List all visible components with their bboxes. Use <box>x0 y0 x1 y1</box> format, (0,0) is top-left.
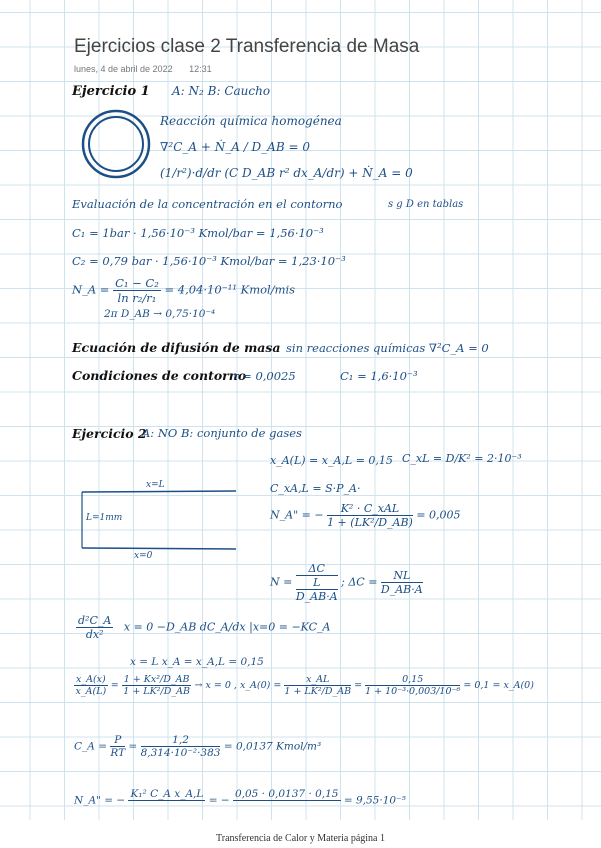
boundary-heading: Condiciones de contorno <box>72 368 247 383</box>
ex1-species: A: N₂ B: Caucho <box>172 84 271 98</box>
sketch-bottom-label: x=0 <box>134 551 153 561</box>
na2-eq: N_A" = − $\frac{\text{K² · C\_xAL}}{\text{1 + (LK²/D\_AB)}}$ = 0,005 <box>270 502 461 529</box>
sphere-sketch <box>78 106 154 182</box>
diffusion-eq-2: (1/r²)·d/dr (C D_AB r² dx_A/dr) + Ṅ_A = 0 <box>160 166 413 180</box>
na3-eq: N_A" = − K₁² C_A x_A,L = − 0,05 · 0,0137 · 0,15 = 9,55·10⁻⁵ <box>74 788 406 807</box>
c2-eq: C₂ = 0,79 bar · 1,56·10⁻³ Kmol/bar = 1,23·10⁻³ <box>72 254 346 268</box>
ca-eq: C_A = $\frac{P}{RT}$ = $\frac{1,2}{\text{8,314·10⁻²·383}}$ = 0,0137 Kmol/m³ <box>74 734 322 759</box>
diffusion-heading: Ecuación de difusión de masa <box>72 340 281 355</box>
table-note: s g D en tablas <box>388 199 464 210</box>
no-reaction-eq: sin reacciones químicas ∇²C_A = 0 <box>286 341 489 355</box>
page-date: lunes, 4 de abril de 2022 <box>74 64 173 74</box>
page-meta <box>74 64 226 74</box>
sketch-top-label: x=L <box>146 480 165 490</box>
boundary-r: r = 0,0025 <box>233 369 296 383</box>
na-eq: N_A = $\frac{\text{C₁ − C₂}}{\text{ln r₂/r₁}}$ = 4,04·10⁻¹¹ Kmol/mis <box>72 276 296 305</box>
diffusion-eq-1: ∇²C_A + Ṅ_A / D_AB = 0 <box>160 140 310 154</box>
cxl-eq: C_xL = D/K² = 2·10⁻³ <box>402 452 522 465</box>
c1-eq: C₁ = 1bar · 1,56·10⁻³ Kmol/bar = 1,56·10⁻³ <box>72 226 324 240</box>
na-eq-cont: 2π D_AB → 0,75·10⁻⁴ <box>104 308 216 320</box>
reaction-label: Reacción química homogénea <box>160 114 342 128</box>
n-eq: N = ΔC L D_AB·A ; ΔC = $\frac{NL}{D\_AB\cdot A}$ <box>270 562 423 603</box>
eval-label: Evaluación de la concentración en el contorno <box>72 197 343 211</box>
ex1-heading: Ejercicio 1 <box>72 84 150 99</box>
ode-eq: $\frac{\text{d²C\_A}}{\text{dx²}}$ x = 0 −D_AB dC_A/dx |x=0 = −KC_A <box>78 614 331 641</box>
ex2-species: A: NO B: conjunto de gases <box>142 426 302 440</box>
ex2-heading: Ejercicio 2 <box>72 426 147 441</box>
page-title: Ejercicios clase 2 Transferencia de Masa <box>74 36 420 57</box>
page-time: 12:31 <box>189 64 212 74</box>
xa-eq: x_A(L) = x_A,L = 0,15 <box>270 454 393 467</box>
boundary-c: C₁ = 1,6·10⁻³ <box>340 369 418 383</box>
sketch-side-label: L=1mm <box>86 513 123 523</box>
page-footer: Transferencia de Calor y Materia página 1 <box>215 833 385 844</box>
cxal-eq: C_xA,L = S·P_A· <box>270 482 361 495</box>
bc2-eq: x = L x_A = x_A,L = 0,15 <box>130 656 264 668</box>
ratio-eq: $\frac{x\_A(x)}{x\_A(L)}$ = $\frac{\text{1 + Kx²/D\_AB}}{\text{1 + LK²/D\_AB}}$ → x = 0 , x_A(0) = $\frac{x\_AL}{\text{1 + LK²/D\_AB}}$ = $\frac{0,15}{\text{1 + 10⁻³·0,003/10⁻⁶}}$ = 0,1 = x_A(0) <box>75 674 534 697</box>
